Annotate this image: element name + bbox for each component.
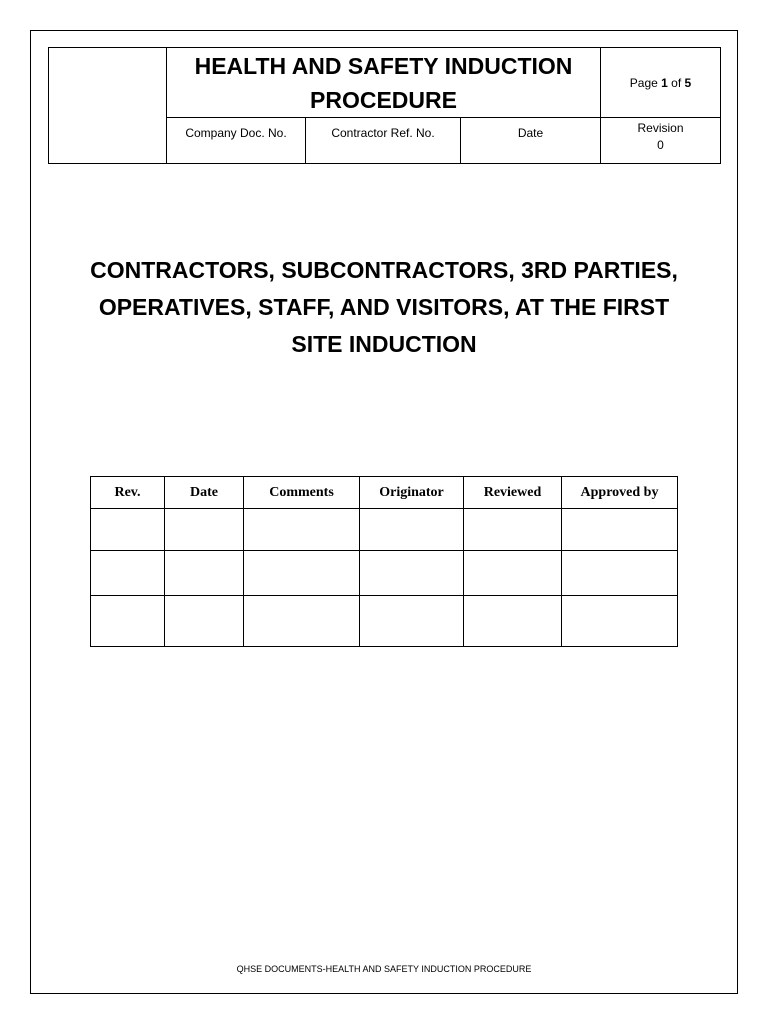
page-current: 1 — [661, 75, 668, 90]
revision-label: Revision — [637, 121, 684, 135]
col-rev: Rev. — [91, 477, 165, 509]
contractor-ref-no: Contractor Ref. No. — [305, 117, 461, 164]
table-header-row — [91, 477, 678, 509]
logo-cell — [48, 47, 167, 164]
col-comments: Comments — [244, 477, 360, 509]
main-title-line2: OPERATIVES, STAFF, AND VISITORS, AT THE FIRST — [98, 294, 670, 320]
col-date: Date — [165, 477, 244, 509]
main-title — [60, 252, 708, 363]
footer: QHSE DOCUMENTS-HEALTH AND SAFETY INDUCTION PROCEDURE — [236, 964, 532, 974]
page-number — [600, 47, 721, 118]
main-title-line3: SITE INDUCTION — [291, 331, 477, 357]
page-of: of — [667, 75, 685, 90]
header-date: Date — [460, 117, 601, 164]
header-title — [166, 47, 601, 118]
page-total: 5 — [684, 75, 692, 90]
col-reviewed: Reviewed — [464, 477, 562, 509]
page-label: Page — [629, 75, 662, 90]
table-row — [91, 596, 678, 647]
table-row — [91, 509, 678, 551]
company-doc-no: Company Doc. No. — [166, 117, 306, 164]
revision-table — [90, 476, 678, 647]
col-approved-by: Approved by — [562, 477, 678, 509]
table-row — [91, 551, 678, 596]
main-title-line1: CONTRACTORS, SUBCONTRACTORS, 3RD PARTIES, — [90, 257, 678, 283]
revision-cell — [600, 117, 721, 164]
revision-value: 0 — [657, 138, 664, 152]
header-title-line1: HEALTH AND SAFETY INDUCTION — [194, 52, 573, 79]
header-title-line2: PROCEDURE — [310, 86, 457, 113]
col-originator: Originator — [360, 477, 464, 509]
